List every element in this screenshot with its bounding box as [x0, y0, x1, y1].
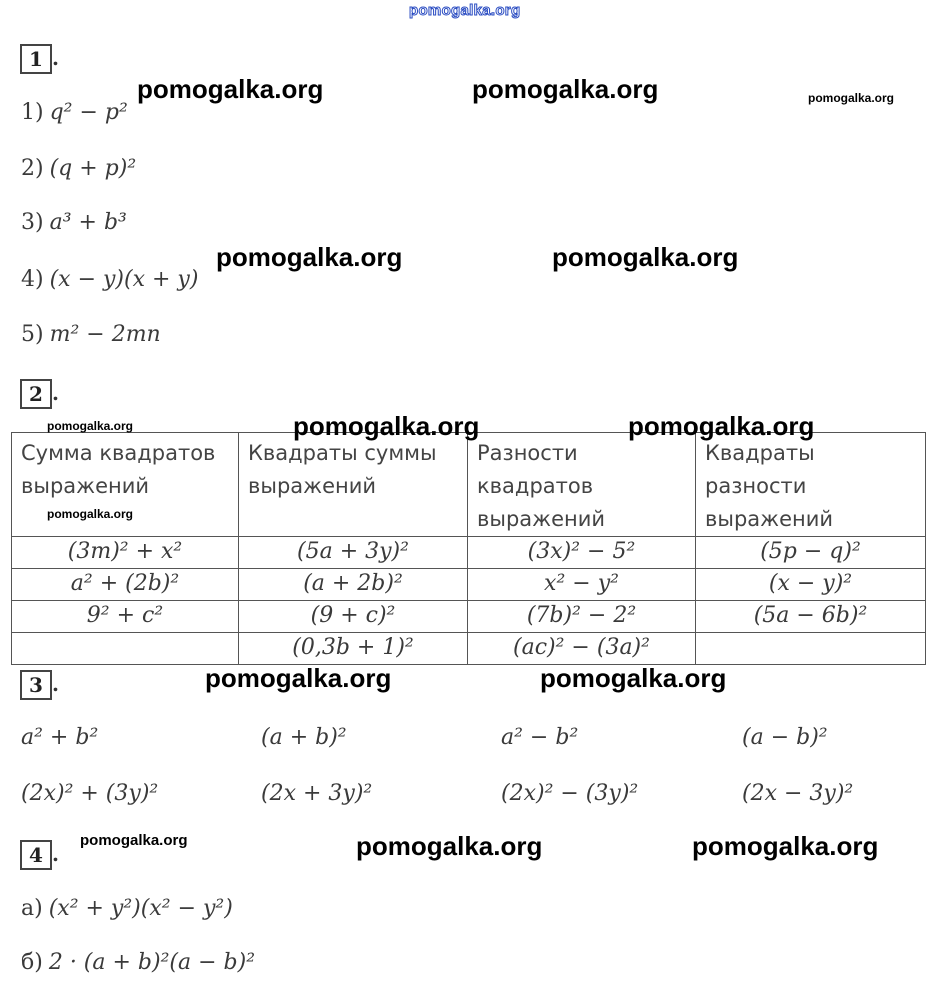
- watermark: pomogalka.org: [47, 507, 134, 521]
- task-1-item: [21, 322, 161, 347]
- top-watermark: pomogalka.org: [409, 2, 521, 19]
- task-3-expression: a² − b²: [501, 725, 579, 750]
- task-4-item: [21, 896, 233, 921]
- table-cell: (x − y)²: [696, 569, 926, 601]
- task-3-expression: (a + b)²: [261, 725, 347, 750]
- column-header: Квадраты разности выражений: [696, 433, 926, 537]
- task-1-item: [21, 156, 136, 181]
- watermark: pomogalka.org: [47, 419, 134, 433]
- watermark: pomogalka.org: [808, 91, 895, 105]
- table-cell: (5a − 6b)²: [696, 601, 926, 633]
- item-expression: q² − p²: [49, 100, 128, 125]
- task-3-expression: (2x)² − (3y)²: [501, 781, 639, 806]
- task-3-expression: a² + b²: [21, 725, 99, 750]
- item-label: 1): [21, 100, 44, 125]
- watermark: pomogalka.org: [552, 242, 739, 272]
- watermark: pomogalka.org: [137, 74, 324, 104]
- watermark: pomogalka.org: [216, 242, 403, 272]
- table-cell: (a + 2b)²: [239, 569, 468, 601]
- item-expression: a³ + b³: [49, 210, 127, 235]
- task-4-item: [21, 950, 255, 975]
- table-cell: (7b)² − 2²: [468, 601, 696, 633]
- watermark: pomogalka.org: [540, 663, 727, 693]
- watermark: pomogalka.org: [293, 411, 480, 441]
- item-label: 5): [21, 322, 44, 347]
- table-cell: (3m)² + x²: [12, 537, 239, 569]
- task-3-dot: .: [52, 672, 59, 696]
- task-3-number: 3: [20, 670, 52, 700]
- watermark: pomogalka.org: [628, 411, 815, 441]
- task-3-expression: (2x + 3y)²: [261, 781, 373, 806]
- table-cell: 9² + c²: [12, 601, 239, 633]
- item-expression: 2 · (a + b)²(a − b)²: [48, 950, 256, 975]
- item-label: б): [21, 950, 43, 975]
- item-expression: (q + p)²: [49, 156, 137, 181]
- table-header-row: [12, 433, 926, 537]
- table-row: [12, 537, 926, 569]
- table-cell: a² + (2b)²: [12, 569, 239, 601]
- table-cell: [12, 633, 239, 665]
- item-label: а): [21, 896, 43, 921]
- task-1-dot: .: [52, 46, 59, 70]
- task-1-item: [21, 100, 128, 125]
- task-3-expression: (a − b)²: [742, 725, 828, 750]
- column-header: Разности квадратов выражений: [468, 433, 696, 537]
- table-cell: (ac)² − (3a)²: [468, 633, 696, 665]
- column-header: Сумма квадратов выражений: [12, 433, 239, 537]
- watermark: pomogalka.org: [356, 831, 543, 861]
- squares-table: [11, 432, 926, 665]
- table-cell: (0,3b + 1)²: [239, 633, 468, 665]
- watermark: pomogalka.org: [205, 663, 392, 693]
- table-row: [12, 633, 926, 665]
- table-row: [12, 569, 926, 601]
- watermark: pomogalka.org: [692, 831, 879, 861]
- table-cell: x² − y²: [468, 569, 696, 601]
- item-label: 2): [21, 156, 44, 181]
- table-cell: (3x)² − 5²: [468, 537, 696, 569]
- watermark: pomogalka.org: [80, 832, 188, 849]
- task-1-item: [21, 210, 127, 235]
- item-expression: m² − 2mn: [49, 322, 161, 347]
- column-header: Квадраты суммы выражений: [239, 433, 468, 537]
- task-4-dot: .: [52, 842, 59, 866]
- watermark: pomogalka.org: [472, 74, 659, 104]
- task-2-number: 2: [20, 379, 52, 409]
- task-3-expression: (2x)² + (3y)²: [21, 781, 159, 806]
- task-2-dot: .: [52, 381, 59, 405]
- task-4-number: 4: [20, 840, 52, 870]
- item-expression: (x − y)(x + y): [49, 267, 199, 292]
- table-cell: (5p − q)²: [696, 537, 926, 569]
- table-cell: [696, 633, 926, 665]
- task-1-item: [21, 267, 198, 292]
- table-row: [12, 601, 926, 633]
- task-3-expression: (2x − 3y)²: [742, 781, 854, 806]
- table-cell: (5a + 3y)²: [239, 537, 468, 569]
- table-cell: (9 + c)²: [239, 601, 468, 633]
- item-label: 3): [21, 210, 44, 235]
- item-label: 4): [21, 267, 44, 292]
- item-expression: (x² + y²)(x² − y²): [48, 896, 233, 921]
- task-1-number: 1: [20, 44, 52, 74]
